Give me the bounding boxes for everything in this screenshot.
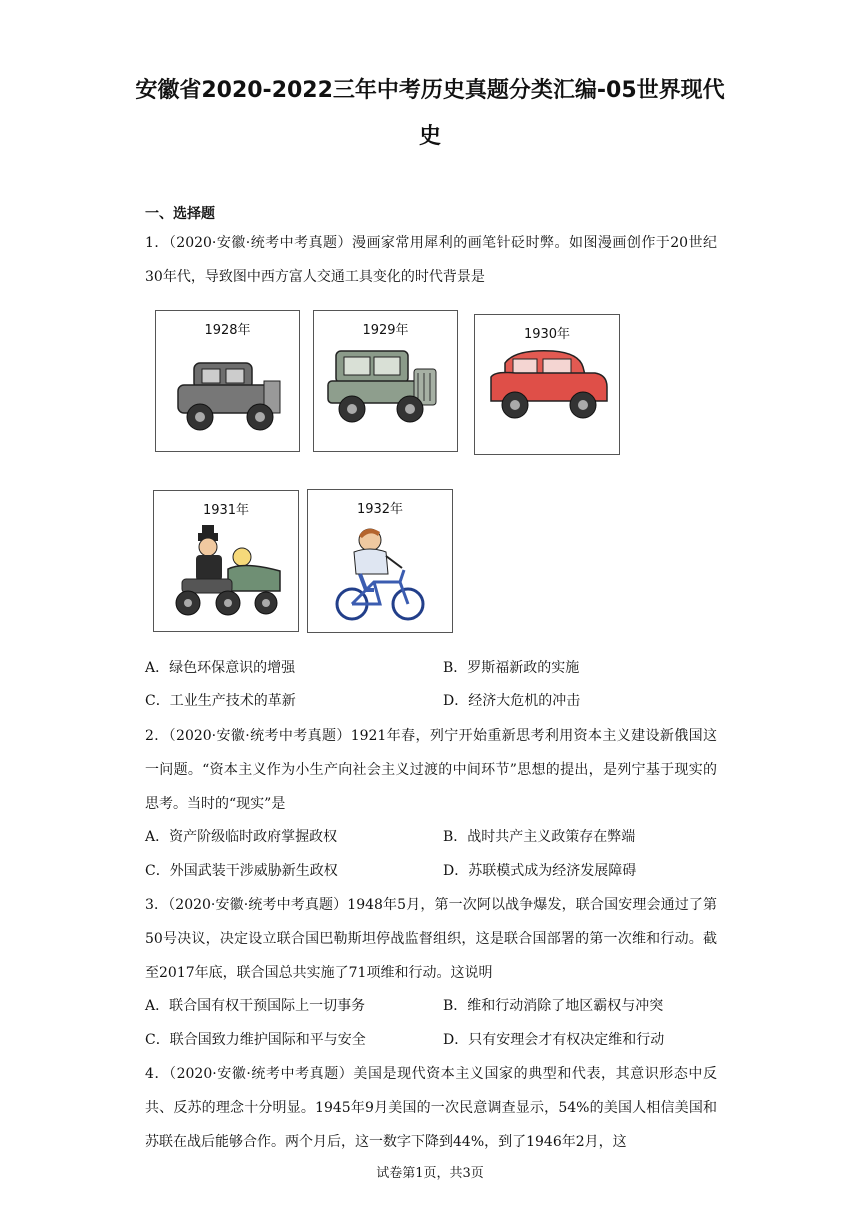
bicycle-icon bbox=[308, 490, 454, 634]
panel-year: 1928年 bbox=[204, 323, 251, 338]
comic-panel-1929 bbox=[313, 310, 458, 452]
question-1-stem: 1．（2020·安徽·统考中考真题）漫画家常用犀利的画笔针砭时弊。如图漫画创作于20世纪30年代，导致图中西方富人交通工具变化的时代背景是 bbox=[145, 235, 717, 285]
document-title bbox=[130, 68, 730, 160]
q3-option-c: C．联合国致力维护国际和平与安全 bbox=[145, 1032, 366, 1048]
q1-option-d: D．经济大危机的冲击 bbox=[443, 693, 581, 709]
comic-panel-1928 bbox=[155, 310, 300, 452]
question-2-stem: 2．（2020·安徽·统考中考真题）1921年春，列宁开始重新思考利用资本主义建设新俄国这一问题。“资本主义作为小生产向社会主义过渡的中间环节”思想的提出，是列宁基于现实的思考。当时的“现实”是 bbox=[145, 728, 717, 812]
page-footer: 试卷第1页，共3页 bbox=[376, 1166, 484, 1181]
panel-year: 1930年 bbox=[523, 327, 571, 342]
question-3-stem: 3．（2020·安徽·统考中考真题）1948年5月，第一次阿以战争爆发，联合国安理会通过了第50号决议，决定设立联合国巴勒斯坦停战监督组织，这是联合国部署的第一次维和行动。截至2017年底，联合国总共实施了71项维和行动。这说明 bbox=[145, 897, 717, 981]
q3-option-a: A．联合国有权干预国际上一切事务 bbox=[145, 998, 366, 1014]
panel-year: 1931年 bbox=[202, 503, 250, 518]
comic-panel-1930 bbox=[474, 314, 620, 455]
q2-option-b: B．战时共产主义政策存在弊端 bbox=[443, 829, 636, 845]
q3-option-b: B．维和行动消除了地区霸权与冲突 bbox=[443, 998, 664, 1014]
panel-year: 1929年 bbox=[362, 323, 409, 338]
q1-option-a: A．绿色环保意识的增强 bbox=[145, 660, 296, 676]
motorcycle-sidecar-icon bbox=[154, 491, 300, 633]
car-icon bbox=[475, 315, 621, 456]
section-heading: 一、选择题 bbox=[145, 206, 215, 222]
q2-option-c: C．外国武装干涉威胁新生政权 bbox=[145, 863, 338, 879]
q2-option-d: D．苏联模式成为经济发展障碍 bbox=[443, 863, 637, 879]
q2-option-a: A．资产阶级临时政府掌握政权 bbox=[145, 829, 338, 845]
title-line-2: 史 bbox=[418, 124, 441, 149]
car-icon bbox=[314, 311, 459, 453]
comic-panel-1931 bbox=[153, 490, 299, 632]
comic-panel-1932 bbox=[307, 489, 453, 633]
q1-option-c: C．工业生产技术的革新 bbox=[145, 693, 296, 709]
panel-year: 1932年 bbox=[356, 502, 404, 517]
question-4-stem: 4．（2020·安徽·统考中考真题）美国是现代资本主义国家的典型和代表，其意识形态中反共、反苏的理念十分明显。1945年9月美国的一次民意调查显示，54%的美国人相信美国和苏联在战后能够合作。两个月后，这一数字下降到44%，到了1946年2月，这 bbox=[145, 1066, 717, 1150]
title-line-1: 安徽省2020-2022三年中考历史真题分类汇编-05世界现代 bbox=[135, 78, 725, 103]
q3-option-d: D．只有安理会才有权决定维和行动 bbox=[443, 1032, 665, 1048]
q1-option-b: B．罗斯福新政的实施 bbox=[443, 660, 580, 676]
car-icon bbox=[156, 311, 301, 453]
